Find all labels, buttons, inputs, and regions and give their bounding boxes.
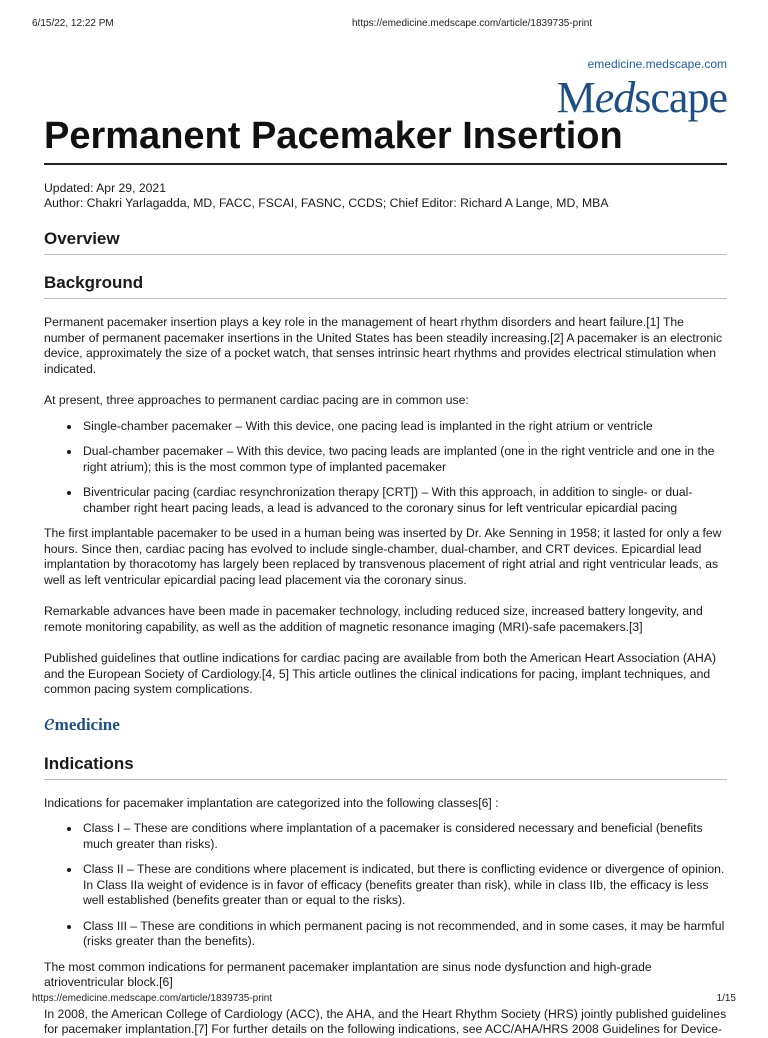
list-item: • Class II – These are conditions where placement is indicated, but there is conflicting evidence or divergence of opinion. In Class IIa weight of evidence is in favor of efficacy (benefits greater than risk), while in class IIb, the efficacy is less well established (benefits greater than or equal to the risks). xyxy=(81,862,727,909)
paragraph: Published guidelines that outline indications for cardiac pacing are available from both the American Heart Association (AHA) and the European Society of Cardiology.[4, 5] This article outlines the clinical indications for pacing, implant techniques, and common pacing system complications. xyxy=(44,651,717,696)
article-content xyxy=(44,113,727,1038)
section-heading-overview: Overview xyxy=(44,229,727,255)
paragraph: Indications for pacemaker implantation are categorized into the following classes[6] : xyxy=(44,795,499,810)
print-url: https://emedicine.medscape.com/article/1839735-print xyxy=(352,18,593,29)
print-datetime: 6/15/22, 12:22 PM xyxy=(32,18,114,29)
section-heading-indications: Indications xyxy=(44,754,727,780)
list-item: • Single-chamber pacemaker – With this device, one pacing lead is implanted in the right atrium or ventricle xyxy=(81,419,727,435)
author-line: Author: Chakri Yarlagadda, MD, FACC, FSCAI, FASNC, CCDS; Chief Editor: Richard A Lange, MD, MBA xyxy=(44,196,609,210)
section-background xyxy=(44,273,727,698)
paragraph: In 2008, the American College of Cardiology (ACC), the AHA, and the Heart Rhythm Society (HRS) jointly published guidelines for pacemaker implantation.[7] For further details on the following indications, see ACC/AHA/HRS 2008 Guidelines for Device- xyxy=(44,1006,727,1036)
paragraph: Permanent pacemaker insertion plays a key role in the management of heart rhythm disorders and heart failure.[1] The number of permanent pacemaker insertions in the United States has been steadily increasing.[2] A pacemaker is an electronic device, approximately the size of a pocket watch, that senses intrinsic heart rhythms and provides electrical stimulation when indicated. xyxy=(44,315,723,376)
title-divider xyxy=(44,163,727,165)
list-item: • Dual-chamber pacemaker – With this device, two pacing leads are implanted (one in the right ventricle and one in the right atrium); this is the most common type of implanted pacemaker xyxy=(81,444,727,475)
article-meta xyxy=(44,181,727,211)
page-title: Permanent Pacemaker Insertion xyxy=(44,115,623,157)
emedicine-logo: emedicine xyxy=(44,709,120,736)
print-header xyxy=(32,18,736,32)
section-heading-background: Background xyxy=(44,273,727,299)
footer-url: https://emedicine.medscape.com/article/1839735-print xyxy=(32,993,273,1004)
site-link[interactable]: emedicine.medscape.com xyxy=(587,57,727,71)
pacing-approaches-list xyxy=(44,419,727,517)
medscape-logo: Medscape xyxy=(556,73,727,122)
page-number: 1/15 xyxy=(716,993,736,1004)
list-item: • Class I – These are conditions where implantation of a pacemaker is considered necessary and beneficial (benefits much greater than risks). xyxy=(81,821,727,852)
indication-classes-list xyxy=(44,821,727,950)
updated-date: Updated: Apr 29, 2021 xyxy=(44,181,166,195)
paragraph: The most common indications for permanent pacemaker implantation are sinus node dysfunction and high-grade atrioventricular block.[6] xyxy=(44,959,652,989)
paragraph: At present, three approaches to permanent cardiac pacing are in common use: xyxy=(44,393,469,407)
paragraph: The first implantable pacemaker to be used in a human being was inserted by Dr. Ake Senning in 1958; it lasted for only a few hours. Since then, cardiac pacing has evolved to include single-chamber, dual-chamber, and CRT devices. Epicardial lead implantation by thoracotomy has largely been replaced by transvenous placement of right atrial and right ventricular leads, as well as left ventricular epicardial pacing lead placement via the coronary sinus. xyxy=(44,526,722,587)
print-footer xyxy=(32,993,736,1007)
list-item: • Biventricular pacing (cardiac resynchronization therapy [CRT]) – With this approach, in addition to single- or dual-chamber right heart pacing leads, a lead is advanced to the coronary sinus for left ventricular epicardial pacing xyxy=(81,485,727,516)
paragraph: Remarkable advances have been made in pacemaker technology, including reduced size, increased battery longevity, and remote monitoring capability, as well as the addition of magnetic resonance imaging (MRI)-safe pacemakers.[3] xyxy=(44,604,703,634)
list-item: • Class III – These are conditions in which permanent pacing is not recommended, and in some cases, it may be harmful (risks greater than the benefits). xyxy=(81,919,727,950)
